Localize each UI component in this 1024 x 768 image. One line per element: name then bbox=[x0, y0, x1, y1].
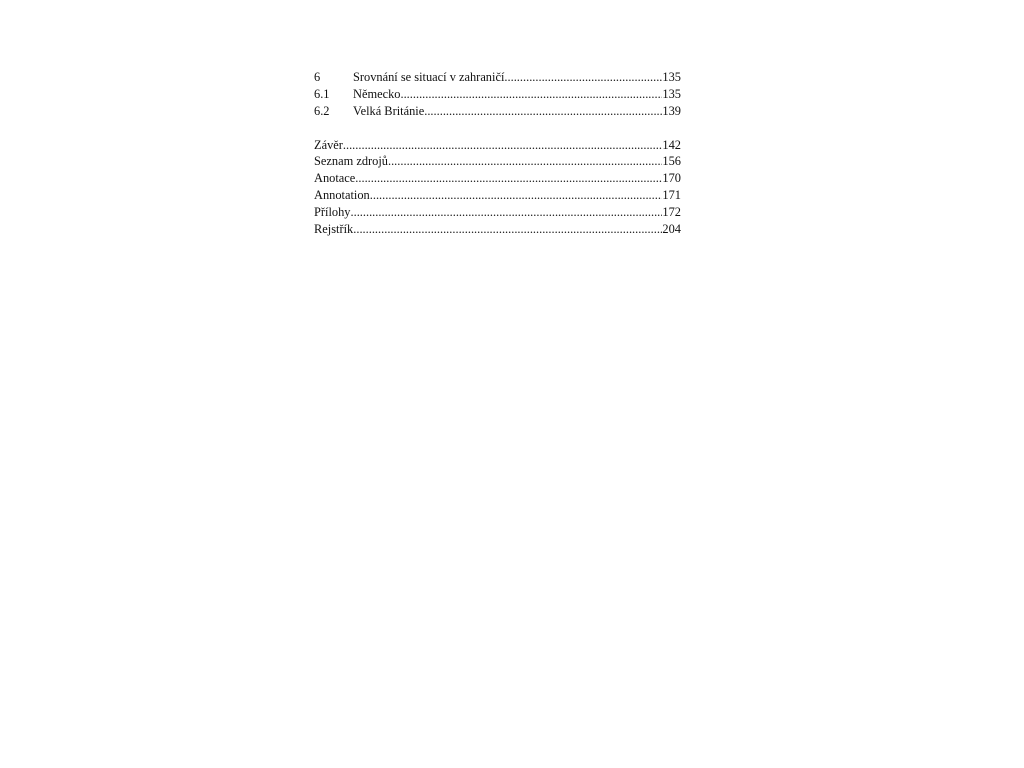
toc-entry-page: 156 bbox=[662, 154, 681, 169]
dot-leader bbox=[351, 204, 663, 221]
dot-leader bbox=[400, 86, 662, 103]
dot-leader bbox=[388, 153, 662, 170]
toc-entry-page: 139 bbox=[662, 103, 681, 118]
toc-entry-number: 6.1 bbox=[314, 86, 330, 101]
toc-entry-title: Annotation bbox=[314, 188, 370, 203]
toc-entry-zaver[interactable] bbox=[314, 137, 681, 154]
toc-entry-page: 135 bbox=[662, 70, 681, 84]
toc-entry-page: 170 bbox=[662, 171, 681, 186]
toc-entry-page: 171 bbox=[662, 188, 681, 203]
toc-entry-anotace[interactable] bbox=[314, 170, 681, 187]
toc-entry-number: 6.2 bbox=[314, 103, 330, 118]
toc-entry-title: Velká Británie bbox=[353, 103, 425, 118]
dot-leader bbox=[370, 187, 663, 204]
toc-entry-section-6-1[interactable] bbox=[314, 86, 681, 103]
toc-entry-title: Srovnání se situací v zahraničí bbox=[353, 70, 505, 84]
dot-leader bbox=[424, 103, 662, 120]
dot-leader bbox=[353, 221, 662, 238]
toc-entry-page: 204 bbox=[662, 222, 681, 237]
toc-entry-title: Závěr bbox=[314, 137, 343, 152]
toc-entry-annotation[interactable] bbox=[314, 187, 681, 204]
toc-entry-title: Německo bbox=[353, 86, 401, 101]
dot-leader bbox=[355, 170, 662, 187]
toc-entry-title: Rejstřík bbox=[314, 222, 354, 237]
toc-entry-title: Přílohy bbox=[314, 205, 351, 220]
toc-entry-section-6-2[interactable] bbox=[314, 103, 681, 120]
toc-entry-section-6[interactable] bbox=[314, 69, 681, 86]
toc-entry-page: 172 bbox=[662, 205, 681, 220]
toc-entry-prilohy[interactable] bbox=[314, 204, 681, 221]
toc-entry-title: Seznam zdrojů bbox=[314, 154, 388, 169]
toc-entry-rejstrik[interactable] bbox=[314, 221, 681, 238]
dot-leader bbox=[504, 69, 662, 86]
toc-entry-seznam-zdroju[interactable] bbox=[314, 153, 681, 170]
table-of-contents bbox=[314, 69, 681, 238]
toc-entry-title: Anotace bbox=[314, 171, 356, 186]
toc-entry-page: 142 bbox=[662, 137, 681, 152]
toc-spacer bbox=[314, 120, 681, 137]
toc-entry-number: 6 bbox=[314, 70, 321, 84]
toc-entry-page: 135 bbox=[662, 86, 681, 101]
dot-leader bbox=[343, 137, 663, 154]
